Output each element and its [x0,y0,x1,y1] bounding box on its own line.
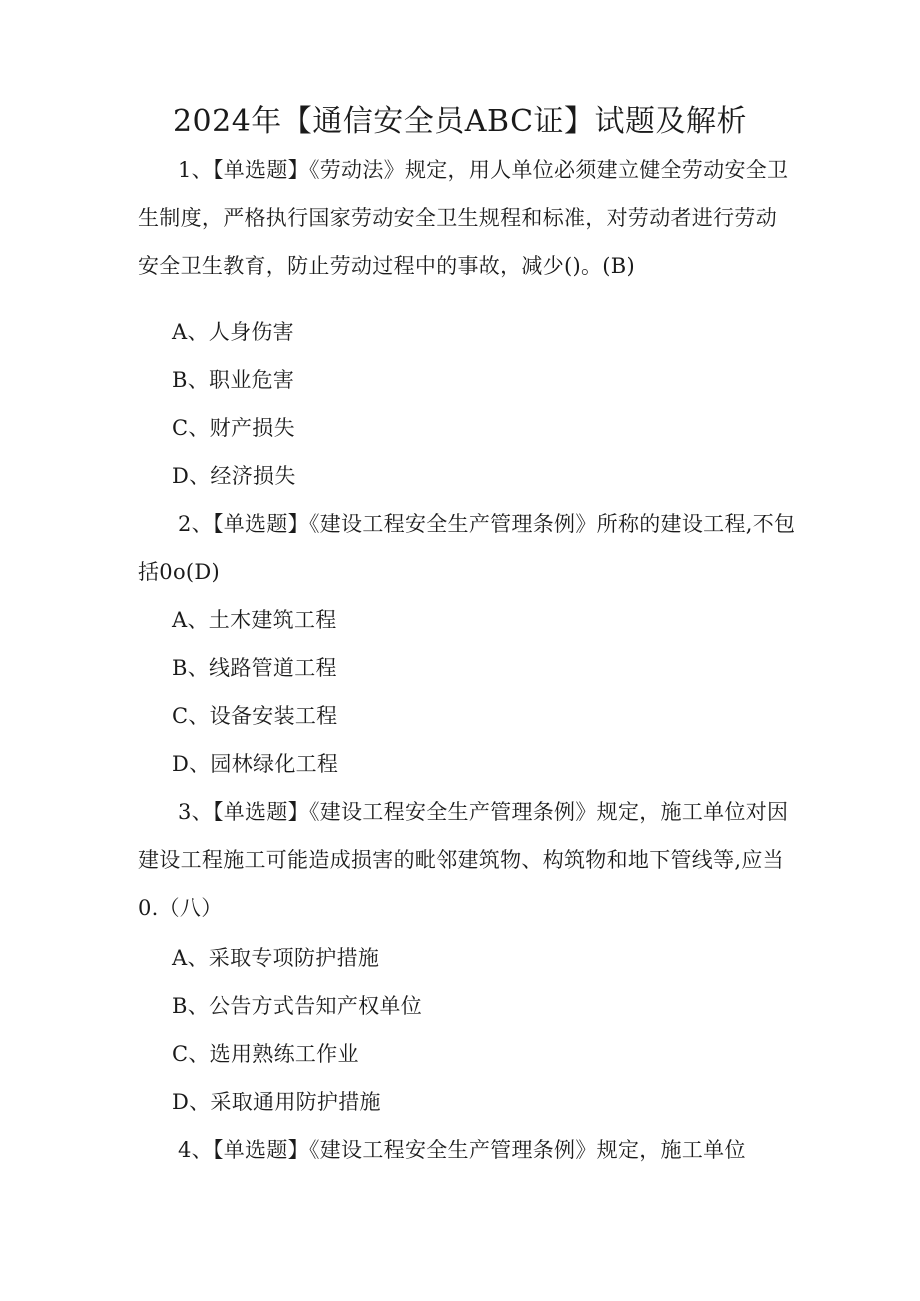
question-2-option-a: A、土木建筑工程 [172,608,337,632]
question-2-option-c: C、设备安装工程 [172,704,338,728]
question-4-stem: 4、【单选题】《建设工程安全生产管理条例》规定，施工单位 [178,1138,746,1162]
question-1-option-c: C、财产损失 [172,416,295,440]
question-3-option-c: C、选用熟练工作业 [172,1042,359,1066]
question-2-option-b: B、线路管道工程 [172,656,337,680]
question-1-option-b: B、职业危害 [172,368,295,392]
document-title: 2024年【通信安全员ABC证】试题及解析 [172,104,748,139]
question-1-option-d: D、经济损失 [172,464,296,488]
question-3-option-b: B、公告方式告知产权单位 [172,994,423,1018]
question-3-option-a: A、采取专项防护措施 [172,946,380,970]
question-3-option-d: D、采取通用防护措施 [172,1090,381,1114]
question-3-stem: 3、【单选题】《建设工程安全生产管理条例》规定，施工单位对因建设工程施工可能造成损害的毗邻建筑物、构筑物和地下管线等,应当0.（八） [138,800,789,920]
question-2-stem: 2、【单选题】《建设工程安全生产管理条例》所称的建设工程,不包括0o(D) [138,512,796,584]
question-1-stem: 1、【单选题】《劳动法》规定，用人单位必须建立健全劳动安全卫生制度，严格执行国家劳动安全卫生规程和标准，对劳动者进行劳动安全卫生教育，防止劳动过程中的事故，减少()。(B) [138,158,789,278]
question-2-option-d: D、园林绿化工程 [172,752,339,776]
question-1-option-a: A、人身伤害 [172,320,294,344]
